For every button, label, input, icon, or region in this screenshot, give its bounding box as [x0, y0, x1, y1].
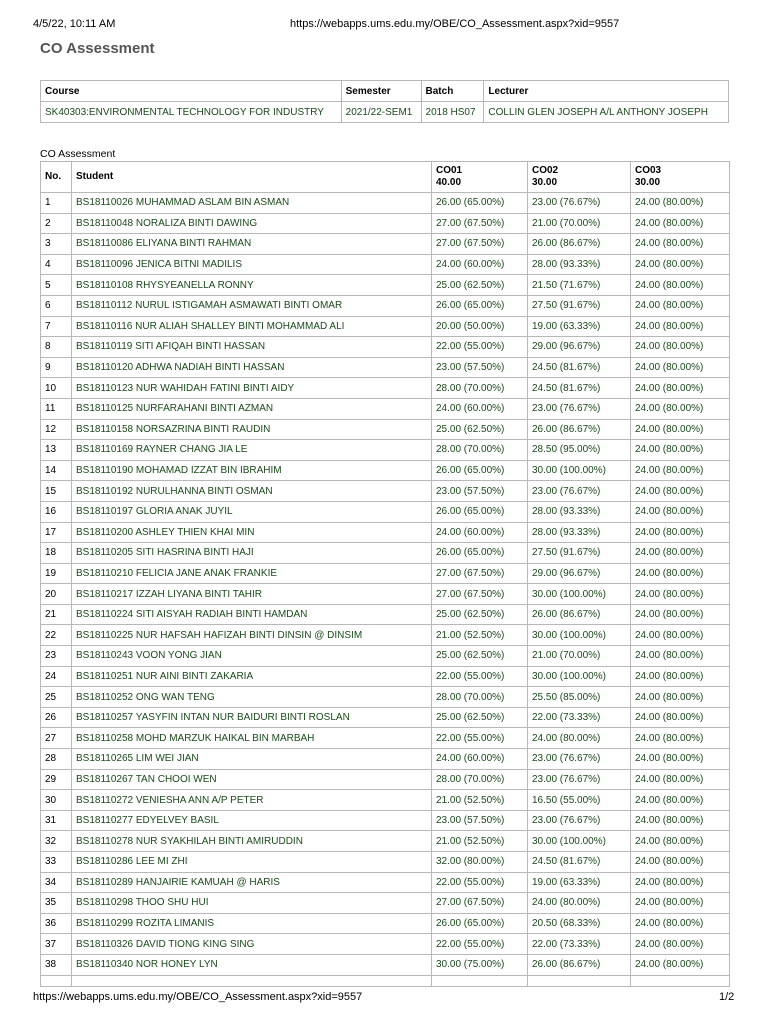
co03-score: 24.00 (80.00%): [631, 707, 730, 728]
student-cell: BS18110205 SITI HASRINA BINTI HAJI: [72, 543, 432, 564]
row-number: 16: [41, 501, 72, 522]
co01-score: 28.00 (70.00%): [432, 769, 528, 790]
co02-score: 28.00 (93.33%): [528, 501, 631, 522]
co01-score: 26.00 (65.00%): [432, 295, 528, 316]
page-title: CO Assessment: [40, 40, 155, 57]
row-number: 23: [41, 646, 72, 667]
co03-score: 24.00 (80.00%): [631, 337, 730, 358]
co02-score: 23.00 (76.67%): [528, 769, 631, 790]
co02-score: 21.00 (70.00%): [528, 213, 631, 234]
co03-score: 24.00 (80.00%): [631, 543, 730, 564]
row-number: 4: [41, 254, 72, 275]
row-number: 7: [41, 316, 72, 337]
co02-score: 28.00 (93.33%): [528, 522, 631, 543]
row-number: 28: [41, 749, 72, 770]
co01-total: 40.00: [436, 177, 462, 188]
co03-score: 24.00 (80.00%): [631, 440, 730, 461]
co02-score: 21.00 (70.00%): [528, 646, 631, 667]
table-row: [41, 501, 730, 522]
co01-score: 26.00 (65.00%): [432, 193, 528, 214]
student-cell: BS18110048 NORALIZA BINTI DAWING: [72, 213, 432, 234]
student-cell: BS18110086 ELIYANA BINTI RAHMAN: [72, 234, 432, 255]
student-cell: BS18110217 IZZAH LIYANA BINTI TAHIR: [72, 584, 432, 605]
co03-score: 24.00 (80.00%): [631, 501, 730, 522]
table-row: [41, 790, 730, 811]
co02-score: 27.50 (91.67%): [528, 543, 631, 564]
empty-cell: [528, 975, 631, 986]
student-cell: BS18110026 MUHAMMAD ASLAM BIN ASMAN: [72, 193, 432, 214]
co01-score: 20.00 (50.00%): [432, 316, 528, 337]
co02-score: 24.50 (81.67%): [528, 852, 631, 873]
row-number: 27: [41, 728, 72, 749]
row-number: 3: [41, 234, 72, 255]
table-row: [41, 831, 730, 852]
co-assessment-caption: CO Assessment: [40, 148, 116, 160]
table-row: [41, 604, 730, 625]
co01-score: 23.00 (57.50%): [432, 481, 528, 502]
co02-score: 26.00 (86.67%): [528, 234, 631, 255]
student-cell: BS18110169 RAYNER CHANG JIA LE: [72, 440, 432, 461]
table-row: [41, 666, 730, 687]
row-number: 36: [41, 913, 72, 934]
batch-value: 2018 HS07: [421, 102, 484, 123]
table-row: [41, 893, 730, 914]
co02-score: 24.50 (81.67%): [528, 357, 631, 378]
co01-score: 22.00 (55.00%): [432, 666, 528, 687]
co02-score: 19.00 (63.33%): [528, 872, 631, 893]
student-cell: BS18110286 LEE MI ZHI: [72, 852, 432, 873]
co01-score: 27.00 (67.50%): [432, 234, 528, 255]
co03-score: 24.00 (80.00%): [631, 852, 730, 873]
empty-cell: [432, 975, 528, 986]
co01-score: 25.00 (62.50%): [432, 419, 528, 440]
print-datetime: 4/5/22, 10:11 AM: [33, 18, 116, 30]
row-number: 34: [41, 872, 72, 893]
table-row: [41, 337, 730, 358]
co03-score: 24.00 (80.00%): [631, 687, 730, 708]
table-row: [41, 913, 730, 934]
row-number: 13: [41, 440, 72, 461]
co01-score: 24.00 (60.00%): [432, 749, 528, 770]
co02-score: 24.00 (80.00%): [528, 728, 631, 749]
table-row-continued: [41, 975, 730, 986]
co03-score: 24.00 (80.00%): [631, 295, 730, 316]
student-cell: BS18110251 NUR AINI BINTI ZAKARIA: [72, 666, 432, 687]
co01-score: 26.00 (65.00%): [432, 501, 528, 522]
co01-score: 25.00 (62.50%): [432, 707, 528, 728]
co02-score: 30.00 (100.00%): [528, 666, 631, 687]
student-cell: BS18110210 FELICIA JANE ANAK FRANKIE: [72, 563, 432, 584]
table-row: [41, 522, 730, 543]
co02-score: 30.00 (100.00%): [528, 625, 631, 646]
table-row: [41, 440, 730, 461]
co03-score: 24.00 (80.00%): [631, 872, 730, 893]
student-cell: BS18110158 NORSAZRINA BINTI RAUDIN: [72, 419, 432, 440]
co03-score: 24.00 (80.00%): [631, 934, 730, 955]
student-cell: BS18110200 ASHLEY THIEN KHAI MIN: [72, 522, 432, 543]
student-cell: BS18110272 VENIESHA ANN A/P PETER: [72, 790, 432, 811]
co03-score: 24.00 (80.00%): [631, 213, 730, 234]
co01-score: 27.00 (67.50%): [432, 213, 528, 234]
co02-score: 23.00 (76.67%): [528, 398, 631, 419]
row-number: 10: [41, 378, 72, 399]
course-info-table: [40, 80, 729, 123]
co02-score: 26.00 (86.67%): [528, 604, 631, 625]
co01-score: 26.00 (65.00%): [432, 913, 528, 934]
co02-name: CO02: [532, 165, 559, 176]
co03-total: 30.00: [635, 177, 661, 188]
semester-header: Semester: [341, 81, 421, 102]
co03-score: 24.00 (80.00%): [631, 749, 730, 770]
co03-score: 24.00 (80.00%): [631, 378, 730, 399]
co01-score: 21.00 (52.50%): [432, 625, 528, 646]
empty-cell: [41, 975, 72, 986]
co01-name: CO01: [436, 165, 463, 176]
co02-score: 29.00 (96.67%): [528, 563, 631, 584]
row-number: 21: [41, 604, 72, 625]
co03-score: 24.00 (80.00%): [631, 563, 730, 584]
row-number: 19: [41, 563, 72, 584]
student-cell: BS18110265 LIM WEI JIAN: [72, 749, 432, 770]
student-cell: BS18110224 SITI AISYAH RADIAH BINTI HAMDAN: [72, 604, 432, 625]
student-header: Student: [72, 162, 432, 193]
co01-score: 23.00 (57.50%): [432, 810, 528, 831]
co02-score: 25.50 (85.00%): [528, 687, 631, 708]
student-cell: BS18110298 THOO SHU HUI: [72, 893, 432, 914]
co02-score: 30.00 (100.00%): [528, 460, 631, 481]
student-cell: BS18110326 DAVID TIONG KING SING: [72, 934, 432, 955]
co01-header: [432, 162, 528, 193]
co02-score: 23.00 (76.67%): [528, 810, 631, 831]
print-page-number: 1/2: [719, 991, 735, 1003]
student-cell: BS18110340 NOR HONEY LYN: [72, 954, 432, 975]
row-number: 29: [41, 769, 72, 790]
student-cell: BS18110192 NURULHANNA BINTI OSMAN: [72, 481, 432, 502]
co03-score: 24.00 (80.00%): [631, 769, 730, 790]
row-number: 8: [41, 337, 72, 358]
student-cell: BS18110125 NURFARAHANI BINTI AZMAN: [72, 398, 432, 419]
table-row: [41, 378, 730, 399]
co03-score: 24.00 (80.00%): [631, 604, 730, 625]
co-header-row: [41, 162, 730, 193]
co03-score: 24.00 (80.00%): [631, 398, 730, 419]
co03-score: 24.00 (80.00%): [631, 893, 730, 914]
table-row: [41, 316, 730, 337]
co02-score: 27.50 (91.67%): [528, 295, 631, 316]
table-row: [41, 728, 730, 749]
student-cell: BS18110258 MOHD MARZUK HAIKAL BIN MARBAH: [72, 728, 432, 749]
student-cell: BS18110277 EDYELVEY BASIL: [72, 810, 432, 831]
co01-score: 26.00 (65.00%): [432, 543, 528, 564]
co02-score: 29.00 (96.67%): [528, 337, 631, 358]
student-cell: BS18110299 ROZITA LIMANIS: [72, 913, 432, 934]
row-number: 2: [41, 213, 72, 234]
row-number: 6: [41, 295, 72, 316]
print-header-url: https://webapps.ums.edu.my/OBE/CO_Assessment.aspx?xid=9557: [290, 18, 620, 30]
co02-score: 28.00 (93.33%): [528, 254, 631, 275]
row-number: 24: [41, 666, 72, 687]
student-cell: BS18110108 RHYSYEANELLA RONNY: [72, 275, 432, 296]
table-row: [41, 419, 730, 440]
table-row: [41, 934, 730, 955]
co03-header: [631, 162, 730, 193]
co03-score: 24.00 (80.00%): [631, 625, 730, 646]
table-row: [41, 398, 730, 419]
co03-score: 24.00 (80.00%): [631, 522, 730, 543]
row-number: 5: [41, 275, 72, 296]
co-table-body: [41, 193, 730, 987]
co03-score: 24.00 (80.00%): [631, 316, 730, 337]
co03-score: 24.00 (80.00%): [631, 790, 730, 811]
row-number: 38: [41, 954, 72, 975]
row-number: 17: [41, 522, 72, 543]
table-row: [41, 543, 730, 564]
row-number: 33: [41, 852, 72, 873]
table-row: [41, 460, 730, 481]
co01-score: 28.00 (70.00%): [432, 378, 528, 399]
co02-score: 24.00 (80.00%): [528, 893, 631, 914]
co02-score: 21.50 (71.67%): [528, 275, 631, 296]
co01-score: 27.00 (67.50%): [432, 563, 528, 584]
row-number: 12: [41, 419, 72, 440]
row-number: 1: [41, 193, 72, 214]
co02-score: 30.00 (100.00%): [528, 584, 631, 605]
co03-score: 24.00 (80.00%): [631, 254, 730, 275]
row-number: 35: [41, 893, 72, 914]
co01-score: 26.00 (65.00%): [432, 460, 528, 481]
row-number: 32: [41, 831, 72, 852]
co03-score: 24.00 (80.00%): [631, 728, 730, 749]
print-footer-url: https://webapps.ums.edu.my/OBE/CO_Assessment.aspx?xid=9557: [33, 991, 363, 1003]
co03-score: 24.00 (80.00%): [631, 419, 730, 440]
table-row: [41, 646, 730, 667]
co02-score: 19.00 (63.33%): [528, 316, 631, 337]
course-info-header-row: [41, 81, 729, 102]
student-cell: BS18110123 NUR WAHIDAH FATINI BINTI AIDY: [72, 378, 432, 399]
co03-score: 24.00 (80.00%): [631, 646, 730, 667]
co01-score: 32.00 (80.00%): [432, 852, 528, 873]
co01-score: 24.00 (60.00%): [432, 398, 528, 419]
co01-score: 28.00 (70.00%): [432, 440, 528, 461]
co03-score: 24.00 (80.00%): [631, 584, 730, 605]
co01-score: 23.00 (57.50%): [432, 357, 528, 378]
co01-score: 21.00 (52.50%): [432, 831, 528, 852]
table-row: [41, 749, 730, 770]
row-number: 22: [41, 625, 72, 646]
co01-score: 27.00 (67.50%): [432, 584, 528, 605]
co01-score: 28.00 (70.00%): [432, 687, 528, 708]
table-row: [41, 481, 730, 502]
co03-score: 24.00 (80.00%): [631, 193, 730, 214]
table-row: [41, 584, 730, 605]
co01-score: 25.00 (62.50%): [432, 275, 528, 296]
table-row: [41, 707, 730, 728]
student-cell: BS18110190 MOHAMAD IZZAT BIN IBRAHIM: [72, 460, 432, 481]
co01-score: 22.00 (55.00%): [432, 934, 528, 955]
table-row: [41, 254, 730, 275]
row-number: 30: [41, 790, 72, 811]
row-number: 15: [41, 481, 72, 502]
co03-score: 24.00 (80.00%): [631, 481, 730, 502]
co03-score: 24.00 (80.00%): [631, 460, 730, 481]
co02-score: 30.00 (100.00%): [528, 831, 631, 852]
co02-score: 24.50 (81.67%): [528, 378, 631, 399]
lecturer-header: Lecturer: [484, 81, 729, 102]
co02-score: 23.00 (76.67%): [528, 193, 631, 214]
co02-score: 23.00 (76.67%): [528, 749, 631, 770]
co02-score: 22.00 (73.33%): [528, 934, 631, 955]
table-row: [41, 563, 730, 584]
student-cell: BS18110267 TAN CHOOI WEN: [72, 769, 432, 790]
co01-score: 22.00 (55.00%): [432, 728, 528, 749]
table-row: [41, 810, 730, 831]
table-row: [41, 193, 730, 214]
table-row: [41, 687, 730, 708]
course-header: Course: [41, 81, 342, 102]
co02-score: 26.00 (86.67%): [528, 419, 631, 440]
co01-score: 21.00 (52.50%): [432, 790, 528, 811]
co01-score: 25.00 (62.50%): [432, 604, 528, 625]
table-row: [41, 954, 730, 975]
co03-name: CO03: [635, 165, 662, 176]
semester-value: 2021/22-SEM1: [341, 102, 421, 123]
student-cell: BS18110252 ONG WAN TENG: [72, 687, 432, 708]
batch-header: Batch: [421, 81, 484, 102]
co02-score: 28.50 (95.00%): [528, 440, 631, 461]
co01-score: 24.00 (60.00%): [432, 254, 528, 275]
course-info-value-row: [41, 102, 729, 123]
co03-score: 24.00 (80.00%): [631, 810, 730, 831]
co02-score: 26.00 (86.67%): [528, 954, 631, 975]
co03-score: 24.00 (80.00%): [631, 954, 730, 975]
table-row: [41, 852, 730, 873]
table-row: [41, 275, 730, 296]
empty-cell: [72, 975, 432, 986]
co03-score: 24.00 (80.00%): [631, 831, 730, 852]
student-cell: BS18110112 NURUL ISTIGAMAH ASMAWATI BINTI OMAR: [72, 295, 432, 316]
co01-score: 24.00 (60.00%): [432, 522, 528, 543]
table-row: [41, 295, 730, 316]
co02-score: 16.50 (55.00%): [528, 790, 631, 811]
row-number: 26: [41, 707, 72, 728]
empty-cell: [631, 975, 730, 986]
student-cell: BS18110096 JENICA BITNI MADILIS: [72, 254, 432, 275]
co01-score: 22.00 (55.00%): [432, 337, 528, 358]
table-row: [41, 234, 730, 255]
co03-score: 24.00 (80.00%): [631, 275, 730, 296]
co01-score: 25.00 (62.50%): [432, 646, 528, 667]
table-row: [41, 872, 730, 893]
co03-score: 24.00 (80.00%): [631, 234, 730, 255]
co01-score: 27.00 (67.50%): [432, 893, 528, 914]
row-number: 31: [41, 810, 72, 831]
student-cell: BS18110197 GLORIA ANAK JUYIL: [72, 501, 432, 522]
co03-score: 24.00 (80.00%): [631, 913, 730, 934]
lecturer-value: COLLIN GLEN JOSEPH A/L ANTHONY JOSEPH: [484, 102, 729, 123]
co02-score: 20.50 (68.33%): [528, 913, 631, 934]
row-number: 37: [41, 934, 72, 955]
table-row: [41, 213, 730, 234]
co02-score: 22.00 (73.33%): [528, 707, 631, 728]
co03-score: 24.00 (80.00%): [631, 357, 730, 378]
student-cell: BS18110278 NUR SYAKHILAH BINTI AMIRUDDIN: [72, 831, 432, 852]
co01-score: 30.00 (75.00%): [432, 954, 528, 975]
row-number: 11: [41, 398, 72, 419]
table-row: [41, 769, 730, 790]
student-cell: BS18110225 NUR HAFSAH HAFIZAH BINTI DINSIN @ DINSIM: [72, 625, 432, 646]
student-cell: BS18110119 SITI AFIQAH BINTI HASSAN: [72, 337, 432, 358]
course-value: SK40303:ENVIRONMENTAL TECHNOLOGY FOR INDUSTRY: [41, 102, 342, 123]
co02-header: [528, 162, 631, 193]
student-cell: BS18110116 NUR ALIAH SHALLEY BINTI MOHAMMAD ALI: [72, 316, 432, 337]
co-assessment-table: [40, 161, 730, 987]
no-header: No.: [41, 162, 72, 193]
co01-score: 22.00 (55.00%): [432, 872, 528, 893]
co03-score: 24.00 (80.00%): [631, 666, 730, 687]
table-row: [41, 625, 730, 646]
co02-score: 23.00 (76.67%): [528, 481, 631, 502]
row-number: 18: [41, 543, 72, 564]
student-cell: BS18110257 YASYFIN INTAN NUR BAIDURI BINTI ROSLAN: [72, 707, 432, 728]
student-cell: BS18110289 HANJAIRIE KAMUAH @ HARIS: [72, 872, 432, 893]
co02-total: 30.00: [532, 177, 558, 188]
student-cell: BS18110120 ADHWA NADIAH BINTI HASSAN: [72, 357, 432, 378]
student-cell: BS18110243 VOON YONG JIAN: [72, 646, 432, 667]
table-row: [41, 357, 730, 378]
row-number: 9: [41, 357, 72, 378]
row-number: 14: [41, 460, 72, 481]
row-number: 25: [41, 687, 72, 708]
row-number: 20: [41, 584, 72, 605]
